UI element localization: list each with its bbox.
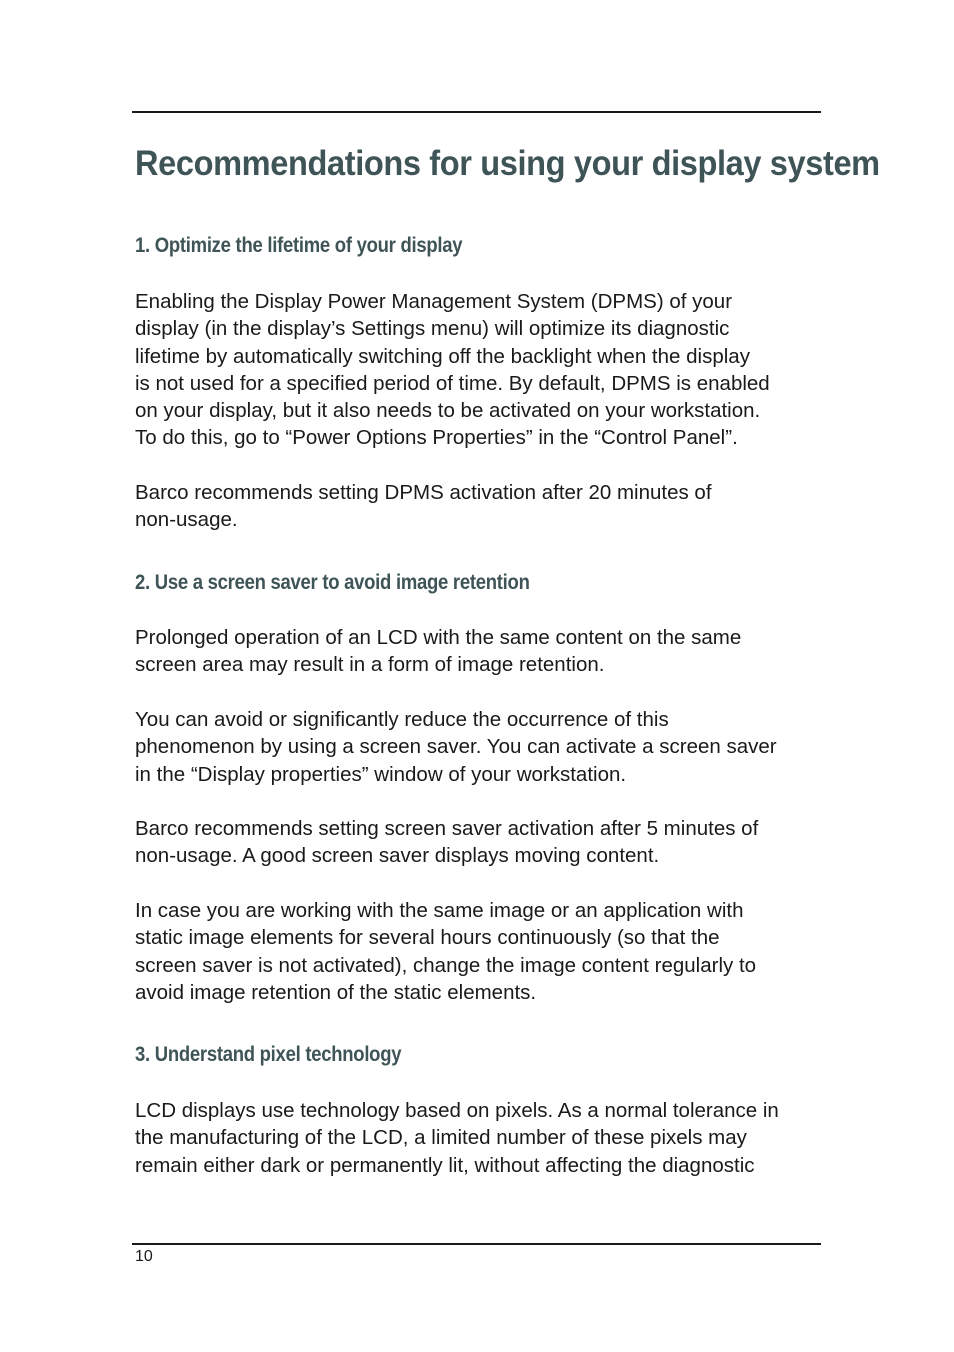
section-heading-3: 3. Understand pixel technology [135,1043,402,1066]
section-2-paragraph-1 [135,624,741,679]
text-line: screen area may result in a form of image retention. [135,653,605,677]
text-line: screen saver is not activated), change the image content regularly to [135,953,757,977]
text-line: To do this, go to “Power Options Properties” in the “Control Panel”. [135,426,738,450]
section-heading-1: 1. Optimize the lifetime of your display [135,234,463,257]
text-line: Barco recommends setting DPMS activation after 20 minutes of [135,481,712,504]
text-line: non-usage. [135,508,238,532]
text-line: Enabling the Display Power Management System (DPMS) of your [135,290,733,313]
footer-rule [132,1243,821,1245]
text-line: avoid image retention of the static elements. [135,980,537,1004]
text-line: phenomenon by using a screen saver. You can activate a screen saver [135,735,777,759]
text-line: You can avoid or significantly reduce the occurrence of this [135,708,669,731]
section-1-paragraph-2 [135,479,712,534]
text-line: display (in the display’s Settings menu) will optimize its diagnostic [135,317,730,341]
text-line: in the “Display properties” window of your workstation. [135,762,627,786]
text-line: LCD displays use technology based on pixels. As a normal tolerance in [135,1099,779,1122]
text-line: the manufacturing of the LCD, a limited number of these pixels may [135,1126,747,1150]
section-2-paragraph-3 [135,815,758,870]
section-heading-2: 2. Use a screen saver to avoid image retention [135,571,530,594]
text-line: Prolonged operation of an LCD with the same content on the same [135,626,742,649]
section-2-paragraph-2 [135,706,777,788]
text-line: static image elements for several hours continuously (so that the [135,926,720,950]
text-line: on your display, but it also needs to be activated on your workstation. [135,399,761,423]
page-title: Recommendations for using your display system [135,144,880,183]
header-rule [132,111,821,113]
text-line: lifetime by automatically switching off the backlight when the display [135,344,750,368]
text-line: Barco recommends setting screen saver activation after 5 minutes of [135,817,759,840]
text-line: In case you are working with the same image or an application with [135,899,744,922]
text-line: is not used for a specified period of time. By default, DPMS is enabled [135,371,770,395]
section-2-paragraph-4 [135,897,756,1006]
text-line: non-usage. A good screen saver displays moving content. [135,844,660,868]
section-3-paragraph-1 [135,1097,779,1179]
text-line: remain either dark or permanently lit, without affecting the diagnostic [135,1153,755,1177]
section-1-paragraph-1 [135,288,770,452]
page-number: 10 [135,1248,153,1265]
